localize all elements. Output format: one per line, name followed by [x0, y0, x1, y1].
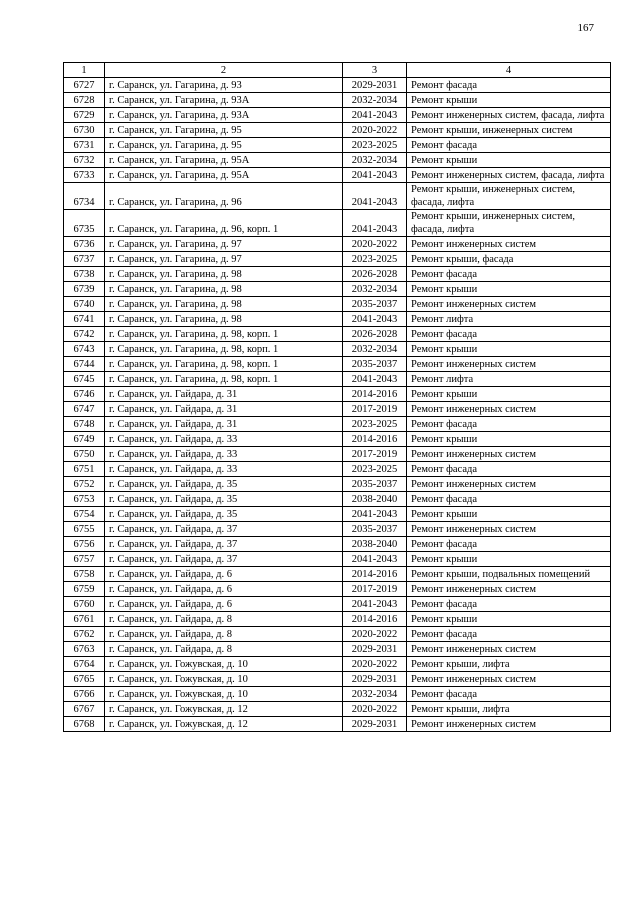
row-work-type: Ремонт крыши	[407, 552, 611, 567]
row-work-type: Ремонт инженерных систем	[407, 672, 611, 687]
row-number: 6738	[64, 267, 105, 282]
row-work-type: Ремонт инженерных систем	[407, 237, 611, 252]
row-work-type: Ремонт крыши	[407, 153, 611, 168]
row-number: 6754	[64, 507, 105, 522]
row-work-type: Ремонт фасада	[407, 78, 611, 93]
row-address: г. Саранск, ул. Гагарина, д. 98	[105, 282, 343, 297]
row-work-type: Ремонт крыши	[407, 507, 611, 522]
row-years: 2020-2022	[343, 237, 407, 252]
table-row	[64, 402, 611, 417]
row-number: 6731	[64, 138, 105, 153]
row-work-type: Ремонт крыши, инженерных систем, фасада, лифта	[407, 183, 611, 210]
row-address: г. Саранск, ул. Гайдара, д. 35	[105, 507, 343, 522]
row-work-type: Ремонт инженерных систем	[407, 582, 611, 597]
row-work-type: Ремонт фасада	[407, 267, 611, 282]
row-number: 6768	[64, 717, 105, 732]
row-address: г. Саранск, ул. Гайдара, д. 8	[105, 642, 343, 657]
row-work-type: Ремонт инженерных систем	[407, 297, 611, 312]
table-row	[64, 237, 611, 252]
row-address: г. Саранск, ул. Гайдара, д. 6	[105, 567, 343, 582]
row-years: 2041-2043	[343, 312, 407, 327]
table-row	[64, 312, 611, 327]
row-years: 2035-2037	[343, 297, 407, 312]
row-address: г. Саранск, ул. Гайдара, д. 37	[105, 552, 343, 567]
row-work-type: Ремонт фасада	[407, 138, 611, 153]
row-address: г. Саранск, ул. Гайдара, д. 31	[105, 402, 343, 417]
row-number: 6750	[64, 447, 105, 462]
page-number: 167	[577, 22, 594, 34]
table-row	[64, 138, 611, 153]
row-number: 6755	[64, 522, 105, 537]
row-number: 6737	[64, 252, 105, 267]
row-address: г. Саранск, ул. Гожувская, д. 10	[105, 672, 343, 687]
row-years: 2026-2028	[343, 327, 407, 342]
row-number: 6746	[64, 387, 105, 402]
row-years: 2035-2037	[343, 477, 407, 492]
row-address: г. Саранск, ул. Гагарина, д. 95	[105, 138, 343, 153]
row-years: 2029-2031	[343, 717, 407, 732]
row-work-type: Ремонт крыши, лифта	[407, 657, 611, 672]
row-address: г. Саранск, ул. Гожувская, д. 12	[105, 717, 343, 732]
row-years: 2017-2019	[343, 447, 407, 462]
row-years: 2041-2043	[343, 183, 407, 210]
row-years: 2023-2025	[343, 417, 407, 432]
row-work-type: Ремонт крыши	[407, 432, 611, 447]
row-address: г. Саранск, ул. Гагарина, д. 93А	[105, 93, 343, 108]
table-header-row	[64, 63, 611, 78]
row-years: 2029-2031	[343, 78, 407, 93]
row-number: 6762	[64, 627, 105, 642]
row-years: 2032-2034	[343, 282, 407, 297]
row-years: 2032-2034	[343, 153, 407, 168]
table-row	[64, 417, 611, 432]
row-years: 2017-2019	[343, 402, 407, 417]
row-address: г. Саранск, ул. Гагарина, д. 98, корп. 1	[105, 357, 343, 372]
row-address: г. Саранск, ул. Гагарина, д. 95А	[105, 168, 343, 183]
row-work-type: Ремонт крыши, лифта	[407, 702, 611, 717]
row-work-type: Ремонт инженерных систем, фасада, лифта	[407, 108, 611, 123]
row-years: 2023-2025	[343, 252, 407, 267]
row-work-type: Ремонт инженерных систем	[407, 522, 611, 537]
row-address: г. Саранск, ул. Гожувская, д. 10	[105, 657, 343, 672]
row-years: 2041-2043	[343, 108, 407, 123]
table-row	[64, 537, 611, 552]
table-row	[64, 93, 611, 108]
row-number: 6766	[64, 687, 105, 702]
row-years: 2032-2034	[343, 93, 407, 108]
table-row	[64, 210, 611, 237]
row-number: 6749	[64, 432, 105, 447]
row-work-type: Ремонт фасада	[407, 687, 611, 702]
row-address: г. Саранск, ул. Гагарина, д. 96, корп. 1	[105, 210, 343, 237]
row-number: 6756	[64, 537, 105, 552]
row-number: 6733	[64, 168, 105, 183]
table-row	[64, 357, 611, 372]
row-years: 2014-2016	[343, 387, 407, 402]
table-row	[64, 567, 611, 582]
row-number: 6757	[64, 552, 105, 567]
row-address: г. Саранск, ул. Гагарина, д. 98, корп. 1	[105, 327, 343, 342]
table-row	[64, 432, 611, 447]
row-number: 6760	[64, 597, 105, 612]
table-row	[64, 153, 611, 168]
table-row	[64, 582, 611, 597]
row-number: 6763	[64, 642, 105, 657]
row-number: 6736	[64, 237, 105, 252]
row-address: г. Саранск, ул. Гайдара, д. 31	[105, 387, 343, 402]
row-years: 2017-2019	[343, 582, 407, 597]
row-years: 2041-2043	[343, 168, 407, 183]
row-work-type: Ремонт инженерных систем	[407, 477, 611, 492]
row-address: г. Саранск, ул. Гагарина, д. 98, корп. 1	[105, 372, 343, 387]
row-work-type: Ремонт инженерных систем, фасада, лифта	[407, 168, 611, 183]
row-years: 2038-2040	[343, 537, 407, 552]
row-address: г. Саранск, ул. Гайдара, д. 35	[105, 492, 343, 507]
table-row	[64, 552, 611, 567]
row-years: 2032-2034	[343, 342, 407, 357]
row-years: 2029-2031	[343, 672, 407, 687]
row-address: г. Саранск, ул. Гайдара, д. 8	[105, 612, 343, 627]
row-address: г. Саранск, ул. Гагарина, д. 95А	[105, 153, 343, 168]
table-row	[64, 108, 611, 123]
row-address: г. Саранск, ул. Гагарина, д. 93А	[105, 108, 343, 123]
row-work-type: Ремонт крыши	[407, 342, 611, 357]
table-row	[64, 123, 611, 138]
row-address: г. Саранск, ул. Гайдара, д. 33	[105, 432, 343, 447]
row-years: 2014-2016	[343, 567, 407, 582]
row-years: 2041-2043	[343, 552, 407, 567]
row-address: г. Саранск, ул. Гагарина, д. 97	[105, 237, 343, 252]
row-years: 2035-2037	[343, 357, 407, 372]
table-row	[64, 387, 611, 402]
row-work-type: Ремонт инженерных систем	[407, 402, 611, 417]
table-row	[64, 447, 611, 462]
row-number: 6744	[64, 357, 105, 372]
row-address: г. Саранск, ул. Гайдара, д. 6	[105, 597, 343, 612]
row-number: 6751	[64, 462, 105, 477]
row-years: 2020-2022	[343, 123, 407, 138]
row-work-type: Ремонт лифта	[407, 372, 611, 387]
row-years: 2020-2022	[343, 702, 407, 717]
row-number: 6765	[64, 672, 105, 687]
row-work-type: Ремонт фасада	[407, 627, 611, 642]
row-number: 6735	[64, 210, 105, 237]
row-work-type: Ремонт инженерных систем	[407, 357, 611, 372]
row-number: 6753	[64, 492, 105, 507]
row-address: г. Саранск, ул. Гагарина, д. 95	[105, 123, 343, 138]
row-years: 2026-2028	[343, 267, 407, 282]
column-header-address: 2	[105, 63, 343, 78]
row-number: 6732	[64, 153, 105, 168]
row-address: г. Саранск, ул. Гагарина, д. 98	[105, 312, 343, 327]
row-years: 2032-2034	[343, 687, 407, 702]
table-row	[64, 507, 611, 522]
row-number: 6741	[64, 312, 105, 327]
row-work-type: Ремонт лифта	[407, 312, 611, 327]
row-address: г. Саранск, ул. Гайдара, д. 6	[105, 582, 343, 597]
row-address: г. Саранск, ул. Гайдара, д. 33	[105, 447, 343, 462]
row-number: 6742	[64, 327, 105, 342]
row-work-type: Ремонт фасада	[407, 537, 611, 552]
table-row	[64, 717, 611, 732]
row-years: 2041-2043	[343, 507, 407, 522]
row-number: 6734	[64, 183, 105, 210]
row-number: 6748	[64, 417, 105, 432]
row-number: 6767	[64, 702, 105, 717]
table-row	[64, 267, 611, 282]
row-work-type: Ремонт крыши, инженерных систем	[407, 123, 611, 138]
row-work-type: Ремонт крыши	[407, 93, 611, 108]
table-row	[64, 462, 611, 477]
row-work-type: Ремонт инженерных систем	[407, 642, 611, 657]
row-address: г. Саранск, ул. Гайдара, д. 35	[105, 477, 343, 492]
table-row	[64, 612, 611, 627]
table-row	[64, 672, 611, 687]
table-row	[64, 252, 611, 267]
table-body	[64, 78, 611, 732]
row-address: г. Саранск, ул. Гагарина, д. 98	[105, 297, 343, 312]
row-number: 6743	[64, 342, 105, 357]
row-work-type: Ремонт крыши, подвальных помещений	[407, 567, 611, 582]
row-address: г. Саранск, ул. Гайдара, д. 31	[105, 417, 343, 432]
row-address: г. Саранск, ул. Гагарина, д. 97	[105, 252, 343, 267]
table-row	[64, 642, 611, 657]
row-years: 2041-2043	[343, 597, 407, 612]
row-number: 6752	[64, 477, 105, 492]
row-work-type: Ремонт крыши	[407, 282, 611, 297]
row-number: 6730	[64, 123, 105, 138]
row-address: г. Саранск, ул. Гожувская, д. 12	[105, 702, 343, 717]
row-work-type: Ремонт фасада	[407, 327, 611, 342]
row-years: 2023-2025	[343, 138, 407, 153]
table-row	[64, 492, 611, 507]
table-row	[64, 477, 611, 492]
table-row	[64, 372, 611, 387]
row-years: 2035-2037	[343, 522, 407, 537]
row-address: г. Саранск, ул. Гожувская, д. 10	[105, 687, 343, 702]
table-row	[64, 687, 611, 702]
row-years: 2020-2022	[343, 657, 407, 672]
table-row	[64, 282, 611, 297]
column-header-number: 1	[64, 63, 105, 78]
column-header-years: 3	[343, 63, 407, 78]
repair-schedule-table	[63, 62, 611, 732]
table-row	[64, 327, 611, 342]
row-years: 2023-2025	[343, 462, 407, 477]
row-number: 6759	[64, 582, 105, 597]
table-row	[64, 702, 611, 717]
row-work-type: Ремонт инженерных систем	[407, 447, 611, 462]
table-row	[64, 597, 611, 612]
row-years: 2020-2022	[343, 627, 407, 642]
row-years: 2029-2031	[343, 642, 407, 657]
row-work-type: Ремонт фасада	[407, 417, 611, 432]
column-header-work: 4	[407, 63, 611, 78]
row-number: 6728	[64, 93, 105, 108]
table-row	[64, 78, 611, 93]
row-years: 2041-2043	[343, 372, 407, 387]
row-work-type: Ремонт фасада	[407, 492, 611, 507]
row-work-type: Ремонт инженерных систем	[407, 717, 611, 732]
row-number: 6764	[64, 657, 105, 672]
table-row	[64, 168, 611, 183]
row-number: 6761	[64, 612, 105, 627]
table-row	[64, 627, 611, 642]
row-number: 6729	[64, 108, 105, 123]
row-number: 6739	[64, 282, 105, 297]
row-number: 6727	[64, 78, 105, 93]
row-work-type: Ремонт крыши	[407, 387, 611, 402]
row-address: г. Саранск, ул. Гагарина, д. 96	[105, 183, 343, 210]
table-row	[64, 657, 611, 672]
row-years: 2041-2043	[343, 210, 407, 237]
row-address: г. Саранск, ул. Гагарина, д. 93	[105, 78, 343, 93]
row-work-type: Ремонт фасада	[407, 597, 611, 612]
row-years: 2014-2016	[343, 612, 407, 627]
row-work-type: Ремонт крыши, инженерных систем, фасада, лифта	[407, 210, 611, 237]
table-row	[64, 297, 611, 312]
table-row	[64, 522, 611, 537]
row-address: г. Саранск, ул. Гайдара, д. 37	[105, 522, 343, 537]
table-row	[64, 183, 611, 210]
row-address: г. Саранск, ул. Гайдара, д. 33	[105, 462, 343, 477]
row-number: 6745	[64, 372, 105, 387]
row-address: г. Саранск, ул. Гайдара, д. 8	[105, 627, 343, 642]
row-work-type: Ремонт крыши	[407, 612, 611, 627]
row-work-type: Ремонт фасада	[407, 462, 611, 477]
row-address: г. Саранск, ул. Гайдара, д. 37	[105, 537, 343, 552]
row-number: 6740	[64, 297, 105, 312]
row-number: 6758	[64, 567, 105, 582]
row-years: 2014-2016	[343, 432, 407, 447]
row-work-type: Ремонт крыши, фасада	[407, 252, 611, 267]
row-address: г. Саранск, ул. Гагарина, д. 98, корп. 1	[105, 342, 343, 357]
table-row	[64, 342, 611, 357]
row-number: 6747	[64, 402, 105, 417]
row-years: 2038-2040	[343, 492, 407, 507]
row-address: г. Саранск, ул. Гагарина, д. 98	[105, 267, 343, 282]
